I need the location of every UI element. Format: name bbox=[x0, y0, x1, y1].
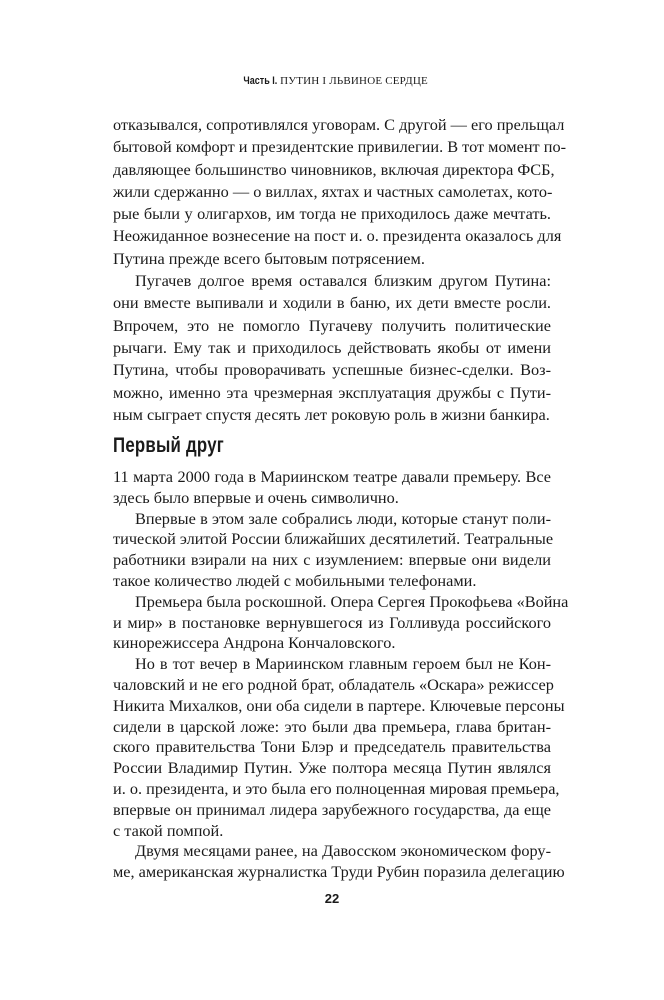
paragraph bbox=[113, 467, 551, 509]
text-line: России Владимир Путин. Уже полтора месяца Путин являлся bbox=[113, 758, 551, 778]
text-line: рычаги. Ему так и приходилось действовать якобы от имени bbox=[113, 337, 551, 357]
paragraph bbox=[113, 114, 567, 270]
body-text-section-1 bbox=[113, 114, 567, 426]
text-line: работники взирали на них с изумлением: впервые они видели bbox=[113, 550, 551, 570]
text-line: Никита Михалков, они оба сидели в партере. Ключевые персоны bbox=[113, 695, 565, 715]
text-line: Путина прежде всего бытовым потрясением. bbox=[113, 248, 425, 268]
text-line: Впервые в этом зале собрались люди, которые станут поли- bbox=[135, 508, 551, 528]
text-line: 11 марта 2000 года в Мариинском театре давали премьеру. Все bbox=[113, 467, 551, 486]
text-line: чаловский и не его родной брат, обладатель «Оскара» режиссер bbox=[113, 674, 554, 694]
text-line: Впрочем, это не помогло Пугачеву получить политические bbox=[113, 315, 551, 335]
text-line: бытовой комфорт и президентские привилегии. В тот момент по- bbox=[113, 137, 567, 157]
text-line: здесь было впервые и очень символично. bbox=[113, 487, 399, 507]
text-line: ме, американская журналистка Труди Рубин поразила делегацию bbox=[113, 862, 565, 882]
text-line: такое количество людей с мобильными телефонами. bbox=[113, 570, 477, 590]
text-line: Путина, чтобы проворачивать успешные бизнес-сделки. Воз- bbox=[113, 360, 551, 380]
text-line: можно, именно эта чрезмерная эксплуатация дружбы с Пути- bbox=[113, 382, 551, 402]
running-head bbox=[0, 75, 664, 87]
running-head-title: ПУТИН I ЛЬВИНОЕ СЕРДЦЕ bbox=[280, 75, 428, 87]
text-line: Неожиданное вознесение на пост и. о. президента оказалось для bbox=[113, 226, 562, 246]
paragraph bbox=[113, 591, 569, 654]
text-line: и. о. президента, и это была его полноценная мировая премьера, bbox=[113, 778, 560, 798]
text-line: сидели в царской ложе: это были два премьера, глава британ- bbox=[113, 716, 551, 736]
paragraph bbox=[113, 508, 554, 592]
running-head-part: Часть I. bbox=[243, 75, 278, 87]
text-line: они вместе выпивали и ходили в баню, их дети вместе росли. bbox=[113, 293, 551, 313]
text-line: Но в тот вечер в Мариинском главным героем был не Кон- bbox=[135, 654, 551, 674]
text-line: отказывался, сопротивлялся уговорам. С другой — его прельщал bbox=[113, 115, 565, 134]
body-text-section-2 bbox=[113, 467, 569, 883]
text-line: Двумя месяцами ранее, на Давосском экономическом фору- bbox=[135, 841, 551, 861]
text-line: тической элитой России ближайших десятилетий. Театральные bbox=[113, 529, 554, 549]
text-line: рые были у олигархов, им тогда не приходилось даже мечтать. bbox=[113, 204, 551, 224]
text-line: ным сыграет спустя десять лет роковую роль в жизни банкира. bbox=[113, 404, 550, 424]
text-line: жили сдержанно — о виллах, яхтах и частных самолетах, кото- bbox=[113, 181, 553, 201]
page-number: 22 bbox=[324, 891, 340, 906]
text-line: Пугачев долгое время оставался близким другом Путина: bbox=[135, 271, 551, 291]
text-line: с такой помпой. bbox=[113, 820, 224, 840]
paragraph bbox=[113, 654, 565, 841]
text-line: кинорежиссера Андрона Кончаловского. bbox=[113, 633, 396, 653]
text-line: давляющее большинство чиновников, включая директора ФСБ, bbox=[113, 159, 555, 179]
section-heading: Первый друг bbox=[113, 434, 225, 457]
text-line: ского правительства Тони Блэр и председатель правительства bbox=[113, 737, 551, 757]
text-line: и мир» в постановке вернувшегося из Голливуда российского bbox=[113, 612, 551, 632]
text-line: Премьера была роскошной. Опера Сергея Прокофьева «Война bbox=[135, 591, 569, 611]
text-line: впервые он принимал лидера зарубежного государства, да еще bbox=[113, 799, 551, 819]
paragraph bbox=[113, 841, 565, 883]
paragraph bbox=[113, 270, 551, 426]
